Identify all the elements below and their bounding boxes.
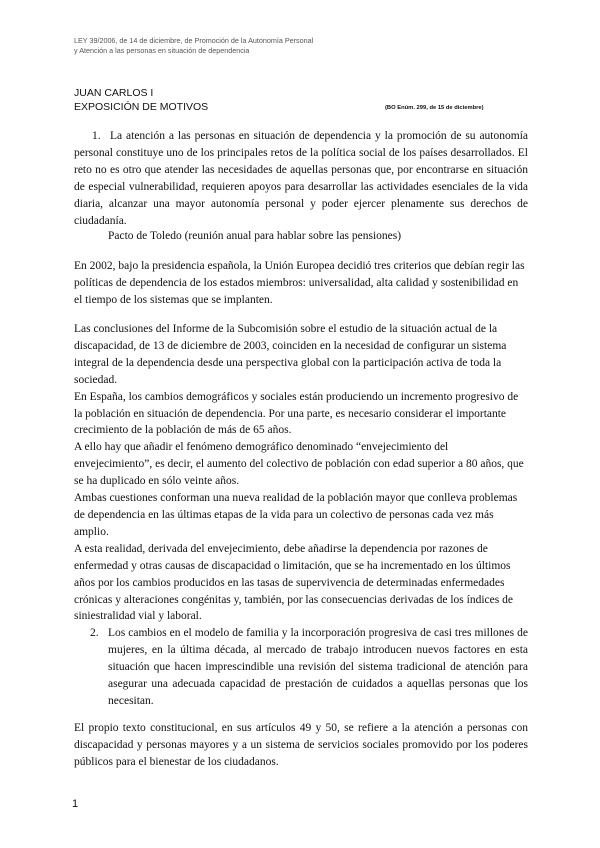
section-2-text: Los cambios en el modelo de familia y la incorporación progresiva de casi tres millones de mujeres, en la última década, al mercado de trabajo introducen nuevos factores en esta situación que hacen imprescindible una revisión del sistema tradicional de atención para asegurar una adecuada capacidad de prestación de cuidados a aquellas personas que los necesitan. <box>108 627 528 707</box>
running-header <box>74 36 494 56</box>
conclusion-paragraph: A esta realidad, derivada del envejecimiento, debe añadirse la dependencia por razones de enfermedad y otras causas de discapacidad o limitación, que se ha incrementado en los últimos años por los cambios producidos en las tasas de supervivencia de determinadas enfermedades crónicas y alteraciones congénitas y, también, por las consecuencias derivadas de los índices de siniestralidad vial y laboral. <box>74 542 513 623</box>
conclusions-block <box>74 321 528 625</box>
section-2 <box>90 625 528 710</box>
paragraph-constitution <box>74 720 528 771</box>
conclusion-paragraph: En España, los cambios demográficos y sociales están produciendo un incremento progresivo de la población en situación de dependencia. Por una parte, es necesario considerar el importante crecimiento de la población de más de 65 años. <box>74 390 519 437</box>
boe-reference: (BO Enúm. 299, de 15 de diciembre) <box>385 105 484 111</box>
paragraph-2002-text: En 2002, bajo la presidencia española, la Unión Europea decidió tres criterios que debían regir las políticas de dependencia de los estados miembros: universalidad, alta calidad y sostenibilidad en el tiempo de los sistemas que se implanten. <box>74 260 525 306</box>
page-number: 1 <box>72 798 79 810</box>
section-1-paragraph <box>74 128 528 229</box>
section-1-number: 1. <box>92 130 101 142</box>
paragraph-2002 <box>74 258 528 309</box>
conclusion-paragraph: Ambas cuestiones conforman una nueva realidad de la población mayor que conlleva problemas de dependencia en las últimas etapas de la vida para un colectivo de personas cada vez más amplio. <box>74 492 518 538</box>
section-2-number: 2. <box>90 627 99 639</box>
section-1-text: La atención a las personas en situación de dependencia y la promoción de su autonomía personal constituye uno de los principales retos de la política social de los países desarrollados. El reto no es otro que atender las necesidades de aquellas personas que, por encontrarse en situación de especial vulnerabilidad, requieren apoyos para desarrollar las actividades esenciales de la vida diaria, alcanzar una mayor autonomía personal y poder ejercer plenamente sus derechos de ciudadanía. <box>74 130 528 227</box>
section-title: EXPOSICIÓN DE MOTIVOS <box>74 101 209 113</box>
header-line-2: y Atención a las personas en situación de dependencia <box>74 46 250 55</box>
conclusion-paragraph: Las conclusiones del Informe de la Subcomisión sobre el estudio de la situación actual de la discapacidad, de 13 de diciembre de 2003, coinciden en la necesidad de configurar un sistema integral de la dependencia desde una perspectiva global con la participación activa de toda la sociedad. <box>74 323 507 386</box>
header-line-1: LEY 39/2006, de 14 de diciembre, de Promoción de la Autonomía Personal <box>74 36 314 45</box>
king-name: JUAN CARLOS I <box>74 87 154 99</box>
pacto-note: Pacto de Toledo (reunión anual para hablar sobre las pensiones) <box>108 230 402 242</box>
paragraph-constitution-text: El propio texto constitucional, en sus artículos 49 y 50, se refiere a la atención a personas con discapacidad y personas mayores y a un sistema de servicios sociales promovido por los poderes públicos para el bienestar de los ciudadanos. <box>74 722 528 768</box>
section-1 <box>74 128 528 229</box>
conclusion-paragraph: A ello hay que añadir el fenómeno demográfico denominado “envejecimiento del envejecimiento”, es decir, el aumento del colectivo de población con edad superior a 80 años, que se ha duplicado en sólo veinte años. <box>74 441 524 488</box>
